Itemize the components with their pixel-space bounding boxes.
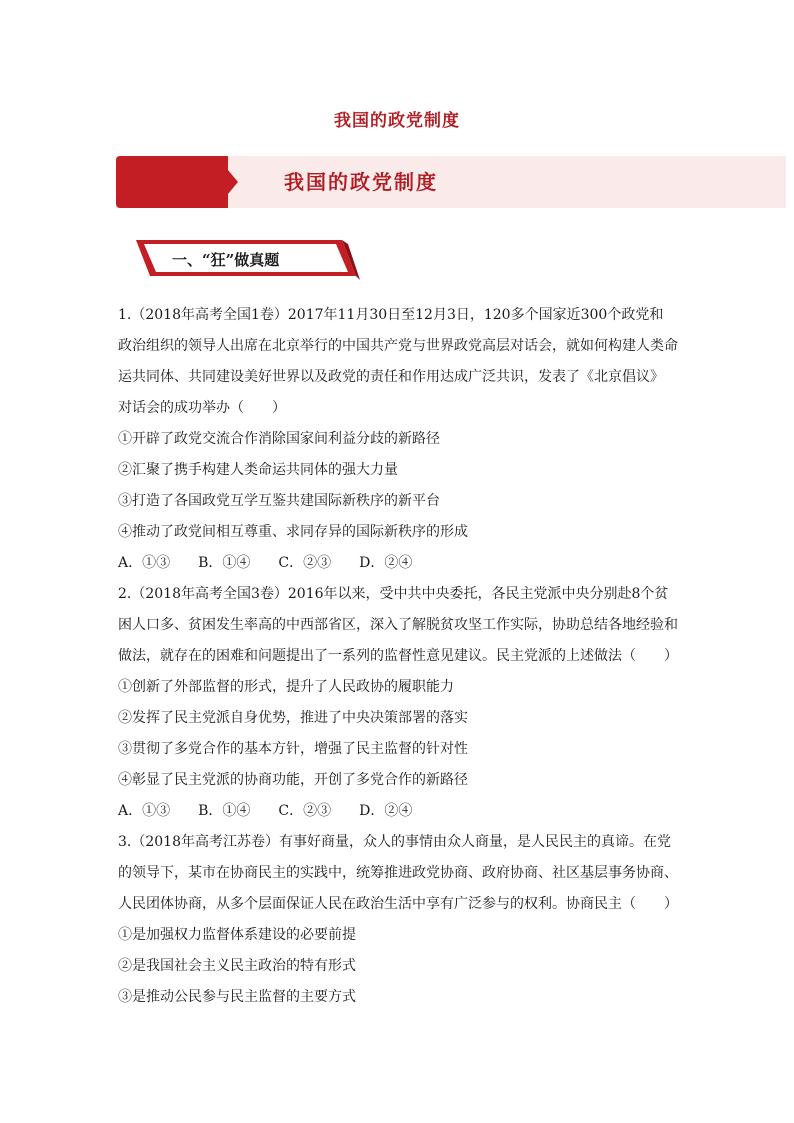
section-tag (136, 238, 360, 282)
question-stem-line: 1.（2018年高考全国1卷）2017年11月30日至12月3日，120多个国家近300个政党和 (118, 307, 664, 323)
question-option: ④推动了政党间相互尊重、求同存异的国际新秩序的形成 (118, 524, 468, 540)
question-3 (118, 827, 678, 1013)
question-stem-line: 3.（2018年高考江苏卷）有事好商量，众人的事情由众人商量，是人民民主的真谛。在党 (118, 834, 671, 850)
banner-arrow-icon (228, 170, 238, 194)
question-stem-line: 2.（2018年高考全国3卷）2016年以来，受中共中央委托，各民主党派中央分别赴8个贫 (118, 586, 669, 602)
question-1 (118, 300, 678, 579)
banner-accent-block (116, 156, 228, 208)
question-list (118, 300, 678, 1013)
question-2 (118, 579, 678, 827)
question-option: ②是我国社会主义民主政治的特有形式 (118, 958, 356, 974)
question-option: ③贯彻了多党合作的基本方针，增强了民主监督的针对性 (118, 741, 468, 757)
document-title: 我国的政党制度 (334, 111, 460, 131)
chapter-banner (116, 156, 786, 208)
question-option: ④彰显了民主党派的协商功能，开创了多党合作的新路径 (118, 772, 468, 788)
question-option: ②发挥了民主党派自身优势，推进了中央决策部署的落实 (118, 710, 468, 726)
question-stem-line: 困人口多、贫困发生率高的中西部省区，深入了解脱贫攻坚工作实际，协助总结各地经验和 (118, 617, 678, 633)
question-option: ③打造了各国政党互学互鉴共建国际新秩序的新平台 (118, 493, 440, 509)
question-stem-line: 做法，就存在的困难和问题提出了一系列的监督性意见建议。民主党派的上述做法（ ） (118, 648, 678, 664)
answer-choices: A．①③ B．①④ C．②③ D．②④ (118, 803, 413, 819)
banner-title: 我国的政党制度 (284, 170, 438, 194)
answer-choices: A．①③ B．①④ C．②③ D．②④ (118, 555, 413, 571)
question-option: ①开辟了政党交流合作消除国家间利益分歧的新路径 (118, 431, 440, 447)
question-stem-line: 运共同体、共同建设美好世界以及政党的责任和作用达成广泛共识，发表了《北京倡议》 (118, 369, 664, 385)
question-stem-line: 的领导下，某市在协商民主的实践中，统筹推进政党协商、政府协商、社区基层事务协商、 (118, 865, 678, 881)
question-stem-line: 人民团体协商，从多个层面保证人民在政治生活中享有广泛参与的权利。协商民主（ ） (118, 896, 678, 912)
question-stem-line: 对话会的成功举办（ ） (118, 400, 286, 416)
question-option: ②汇聚了携手构建人类命运共同体的强大力量 (118, 462, 398, 478)
question-option: ③是推动公民参与民主监督的主要方式 (118, 989, 356, 1005)
question-option: ①创新了外部监督的形式，提升了人民政协的履职能力 (118, 679, 454, 695)
question-option: ①是加强权力监督体系建设的必要前提 (118, 927, 356, 943)
section-label: 一、“狂”做真题 (172, 251, 280, 269)
question-stem-line: 政治组织的领导人出席在北京举行的中国共产党与世界政党高层对话会，就如何构建人类命 (118, 338, 678, 354)
